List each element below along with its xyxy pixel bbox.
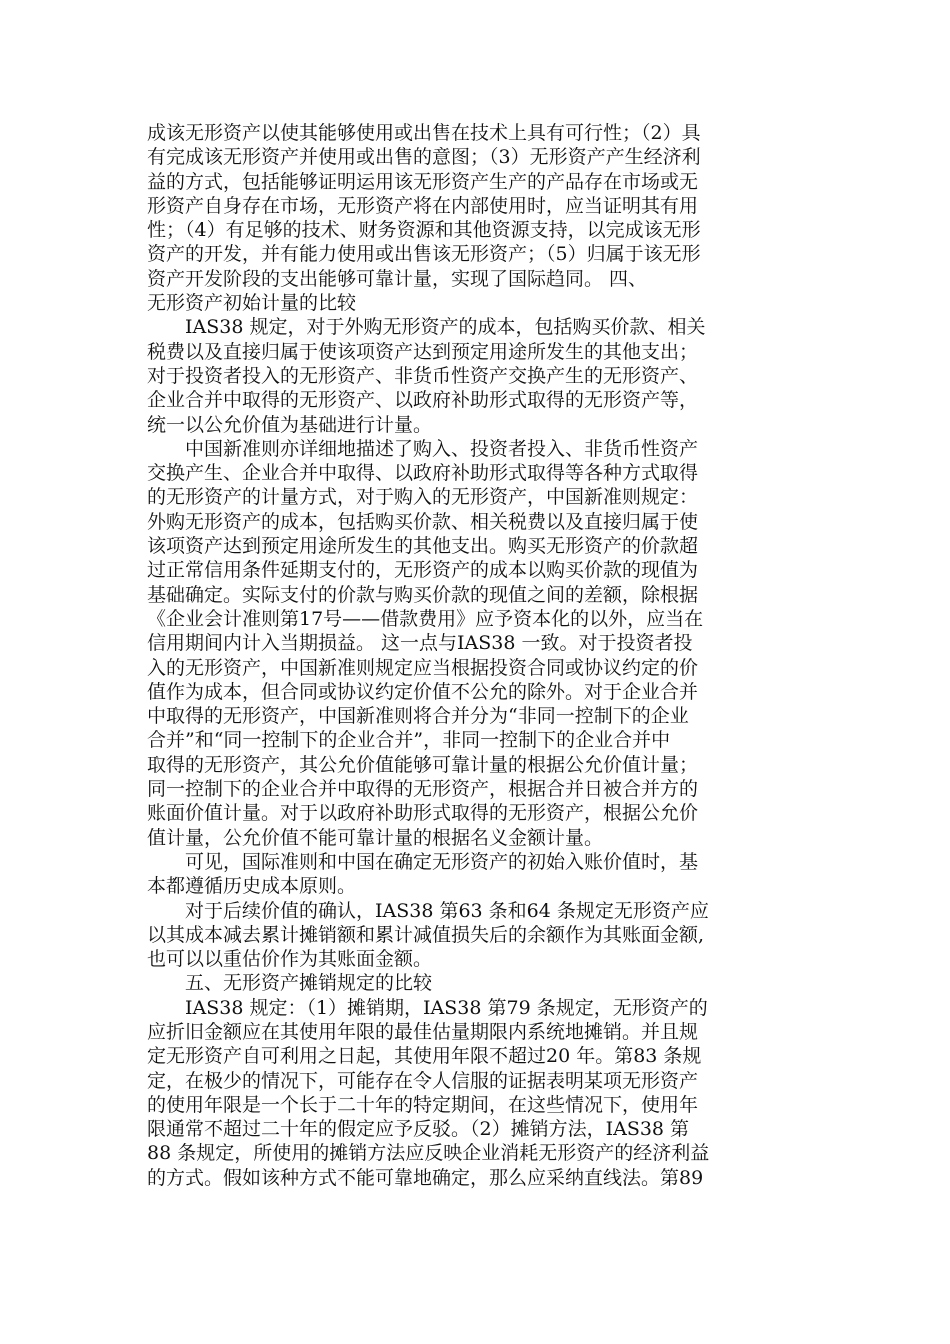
text-line: 资产开发阶段的支出能够可靠计量，实现了国际趋同。 四、 — [147, 267, 648, 290]
text-line: 入的无形资产，中国新准则规定应当根据投资合同或协议约定的价 — [147, 656, 699, 679]
text-line: 统一以公允价值为基础进行计量。 — [147, 413, 433, 436]
text-line: 对于投资者投入的无形资产、非货币性资产交换产生的无形资产、 — [147, 364, 699, 387]
text-line: 88 条规定，所使用的摊销方法应反映企业消耗无形资产的经济利益 — [147, 1142, 710, 1165]
text-line: 交换产生、企业合并中取得、以政府补助形式取得等各种方式取得 — [147, 462, 699, 485]
text-line: 的方式。假如该种方式不能可靠地确定，那么应采纳直线法。第89 — [147, 1166, 704, 1189]
text-line: 益的方式，包括能够证明运用该无形资产生产的产品存在市场或无 — [147, 170, 699, 193]
text-line: 信用期间内计入当期损益。 这一点与IAS38 一致。对于投资者投 — [147, 632, 693, 655]
text-line: 过正常信用条件延期支付的，无形资产的成本以购买价款的现值为 — [147, 559, 699, 582]
text-line: 合并”和“同一控制下的企业合并”，非同一控制下的企业合并中 — [147, 729, 671, 752]
text-line: 以其成本减去累计摊销额和累计减值损失后的余额作为其账面金额, — [147, 923, 705, 946]
text-line: 对于后续价值的确认，IAS38 第63 条和64 条规定无形资产应 — [185, 899, 709, 922]
text-line: 的无形资产的计量方式，对于购入的无形资产，中国新准则规定： — [147, 486, 699, 509]
text-line: 定无形资产自可利用之日起，其使用年限不超过20 年。第83 条规 — [147, 1045, 702, 1068]
text-line: 企业合并中取得的无形资产、以政府补助形式取得的无形资产等， — [147, 389, 699, 412]
text-line: 中国新准则亦详细地描述了购入、投资者投入、非货币性资产 — [185, 437, 699, 460]
text-line: 定，在极少的情况下，可能存在令人信服的证据表明某项无形资产 — [147, 1069, 699, 1092]
document-page — [147, 121, 807, 1190]
text-line: 有完成该无形资产并使用或出售的意图；（3）无形资产产生经济利 — [147, 146, 701, 169]
text-line: 基础确定。实际支付的价款与购买价款的现值之间的差额，除根据 — [147, 583, 699, 606]
text-line: 取得的无形资产，其公允价值能够可靠计量的根据公允价值计量； — [147, 753, 699, 776]
text-line: IAS38 规定：（1）摊销期，IAS38 第79 条规定，无形资产的 — [185, 996, 708, 1019]
text-line: IAS38 规定，对于外购无形资产的成本，包括购买价款、相关 — [185, 316, 706, 339]
text-line: 值作为成本，但合同或协议约定价值不公允的除外。对于企业合并 — [147, 680, 699, 703]
text-line: 《企业会计准则第17号——借款费用》应予资本化的以外，应当在 — [147, 607, 704, 630]
text-line: 值计量，公允价值不能可靠计量的根据名义金额计量。 — [147, 826, 604, 849]
text-line: 应折旧金额应在其使用年限的最佳估量期限内系统地摊销。并且规 — [147, 1020, 699, 1043]
text-line: 限通常不超过二十年的假定应予反驳。（2）摊销方法，IAS38 第 — [147, 1118, 690, 1141]
text-line: 中取得的无形资产，中国新准则将合并分为“非同一控制下的企业 — [147, 705, 689, 728]
text-line: 也可以以重估价作为其账面金额。 — [147, 948, 433, 971]
text-line: 资产的开发，并有能力使用或出售该无形资产；（5）归属于该无形 — [147, 243, 701, 266]
text-line: 的使用年限是一个长于二十年的特定期间，在这些情况下，使用年 — [147, 1093, 699, 1116]
text-line: 外购无形资产的成本，包括购买价款、相关税费以及直接归属于使 — [147, 510, 699, 533]
text-line: 账面价值计量。对于以政府补助形式取得的无形资产，根据公允价 — [147, 802, 699, 825]
text-line: 税费以及直接归属于使该项资产达到预定用途所发生的其他支出； — [147, 340, 699, 363]
text-line: 五、无形资产摊销规定的比较 — [185, 972, 433, 995]
text-line: 无形资产初始计量的比较 — [147, 292, 357, 315]
text-line: 同一控制下的企业合并中取得的无形资产，根据合并日被合并方的 — [147, 778, 699, 801]
text-line: 性；（4）有足够的技术、财务资源和其他资源支持，以完成该无形 — [147, 219, 701, 242]
text-line: 该项资产达到预定用途所发生的其他支出。购买无形资产的价款超 — [147, 535, 699, 558]
text-line: 形资产自身存在市场，无形资产将在内部使用时，应当证明其有用 — [147, 194, 699, 217]
text-line: 成该无形资产以使其能够使用或出售在技术上具有可行性；（2）具 — [147, 122, 701, 144]
text-line: 本都遵循历史成本原则。 — [147, 875, 357, 898]
text-line: 可见，国际准则和中国在确定无形资产的初始入账价值时，基 — [185, 850, 699, 873]
